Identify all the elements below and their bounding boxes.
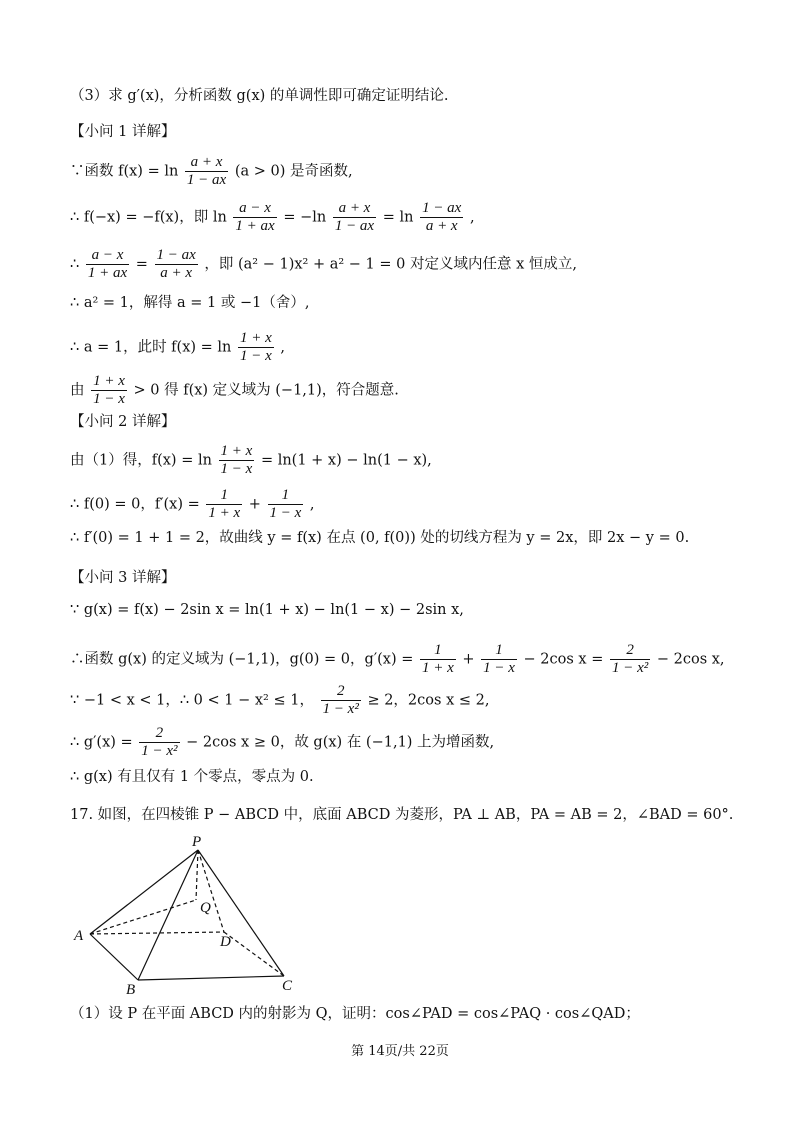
line-g-definition: ∵ g(x) = f(x) − 2sin x = ln(1 + x) − ln(1 − x) − 2sin x,: [70, 602, 464, 618]
fraction: $\frac{1}{1 - x}$: [483, 642, 515, 676]
solution-hint-line: （3）求 g′(x)，分析函数 g(x) 的单调性即可确定证明结论.: [70, 88, 449, 104]
line-increasing: ∴ g′(x) = $\frac{2}{\text{1 − x²}}$ − 2cos x ≥ 0，故 g(x) 在 (−1,1) 上为增函数,: [70, 725, 495, 759]
pyramid-figure: [60, 828, 320, 998]
label-P: P: [192, 834, 202, 850]
fraction: $\frac{1 - ax}{a + x}$: [422, 200, 462, 234]
line-inequality: ∵ −1 < x < 1，∴ 0 < 1 − x² ≤ 1， $\frac{2}{\text{1 − x²}}$ ≥ 2，2cos x ≤ 2,: [70, 683, 490, 717]
fraction: $\frac{2}{\text{1 − x²}}$: [141, 725, 178, 759]
line-g-derivative: ∴函数 g(x) 的定义域为 (−1,1)，g(0) = 0，g′(x) = $\frac{1}{1 + x}$ + $\frac{1}{1 - x}$ − 2cos x = $\frac{2}{\text{1 − x²}}$ − 2cos x,: [70, 642, 725, 676]
line-f-expansion: 由（1）得，f(x) = ln $\frac{1 + x}{1 - x}$ = ln(1 + x) − ln(1 − x),: [70, 443, 432, 477]
fraction: $\frac{1}{1 + x}$: [421, 642, 454, 676]
label-Q: Q: [200, 900, 211, 916]
fraction: $\frac{1 + x}{1 - x}$: [240, 330, 272, 364]
section-heading-3: 【小问 3 详解】: [70, 570, 176, 586]
line-solve-a: ∴ a² = 1，解得 a = 1 或 −1（舍）,: [70, 295, 310, 311]
line-odd-function: ∵函数 f(x) = ln $\frac{a + x}{1 - ax}$ (a > 0) 是奇函数,: [70, 154, 353, 188]
fraction: $\frac{1 + x}{1 - x}$: [93, 373, 125, 407]
label-B: B: [126, 982, 136, 998]
page-footer: 第 14页/共 22页: [351, 1044, 449, 1059]
fraction: $\frac{a - x}{1 + ax}$: [235, 200, 275, 234]
line-zero: ∴ g(x) 有且仅有 1 个零点，零点为 0.: [70, 769, 314, 785]
fraction: $\frac{1}{1 + x}$: [208, 487, 241, 521]
fraction: $\frac{a + x}{1 - ax}$: [334, 200, 375, 234]
label-C: C: [282, 978, 293, 994]
fraction: $\frac{2}{\text{1 − x²}}$: [322, 683, 359, 717]
line-tangent: ∴ f′(0) = 1 + 1 = 2，故曲线 y = f(x) 在点 (0, f(0)) 处的切线方程为 y = 2x，即 2x − y = 0.: [70, 530, 690, 546]
fraction: $\frac{1 + x}{1 - x}$: [220, 443, 253, 477]
fraction: $\frac{1 - ax}{a + x}$: [156, 247, 196, 281]
fraction: $\frac{2}{\text{1 − x²}}$: [611, 642, 649, 676]
fraction: $\frac{1}{1 - x}$: [269, 487, 302, 521]
label-D: D: [220, 934, 231, 950]
problem-17-statement: 17. 如图，在四棱锥 P − ABCD 中，底面 ABCD 为菱形，PA ⊥ AB，PA = AB = 2，∠BAD = 60°.: [70, 807, 734, 823]
section-heading-1: 【小问 1 详解】: [70, 124, 176, 140]
fraction: $\frac{a - x}{1 + ax}$: [87, 247, 128, 281]
label-A: A: [74, 928, 84, 944]
fraction: $\frac{a + x}{1 - ax}$: [186, 154, 227, 188]
line-a-equals-1: ∴ a = 1，此时 f(x) = ln $\frac{1 + x}{1 - x}$ ,: [70, 330, 285, 364]
section-heading-2: 【小问 2 详解】: [70, 414, 176, 430]
problem-17-part-1: （1）设 P 在平面 ABCD 内的射影为 Q，证明：cos∠PAD = cos∠PAQ · cos∠QAD；: [70, 1006, 640, 1022]
line-identity: ∴ $\frac{a - x}{1 + ax}$ = $\frac{1 - ax}{a + x}$ ，即 (a² − 1)x² + a² − 1 = 0 对定义域内任意 x 恒成立,: [70, 247, 577, 281]
line-domain: 由 $\frac{1 + x}{1 - x}$ > 0 得 f(x) 定义域为 (−1,1)，符合题意.: [70, 373, 399, 407]
line-derivative: ∴ f(0) = 0，f′(x) = $\frac{1}{1 + x}$ + $\frac{1}{1 - x}$ ,: [70, 487, 315, 521]
line-odd-property: ∴ f(−x) = −f(x)，即 ln $\frac{a - x}{1 + ax}$ = −ln $\frac{a + x}{1 - ax}$ = ln $\frac{1 - ax}{a + x}$ ,: [70, 200, 475, 234]
